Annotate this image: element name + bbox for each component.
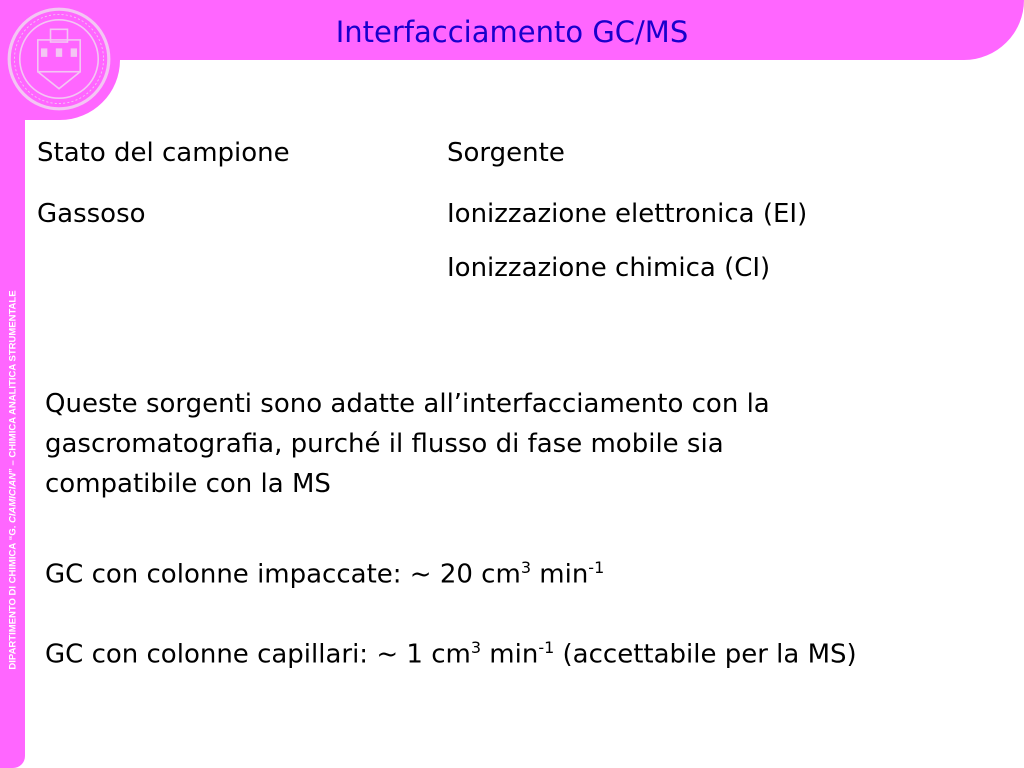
capillary-text: GC con colonne capillari: ~ 1 cm [45,639,471,670]
sidebar-caption-part2: CIAMICIAN [7,472,19,524]
packed-text: GC con colonne impaccate: ~ 20 cm [45,559,521,590]
paragraph-line: Queste sorgenti sono adatte all’interfacciamento con la [45,389,770,419]
sidebar-caption [4,290,22,670]
column-header-source: Sorgente [447,138,565,168]
paragraph-line: compatibile con la MS [45,469,331,499]
capillary-column-flow [45,632,857,671]
cell-ei: Ionizzazione elettronica (EI) [447,199,808,229]
sidebar-caption-part3: ” – CHIMICA ANALITICA STRUMENTALE [7,290,19,473]
description-paragraph [45,384,995,504]
packed-unit: min [531,559,589,590]
cell-gas: Gassoso [37,199,146,229]
packed-unit-exponent: -1 [588,558,605,577]
packed-column-flow [45,552,604,591]
page-title: Interfacciamento GC/MS [335,15,689,49]
paragraph-line: gascromatografia, purché il flusso di fase mobile sia [45,429,724,459]
cell-ci: Ionizzazione chimica (CI) [447,253,771,283]
column-header-state: Stato del campione [37,138,290,168]
capillary-note: (accettabile per la MS) [554,639,857,670]
sidebar-caption-part1: DIPARTIMENTO DI CHIMICA “G. [7,523,19,670]
packed-exponent: 3 [520,558,531,577]
capillary-unit-exponent: -1 [538,638,555,657]
capillary-unit: min [481,639,539,670]
capillary-exponent: 3 [470,638,482,657]
